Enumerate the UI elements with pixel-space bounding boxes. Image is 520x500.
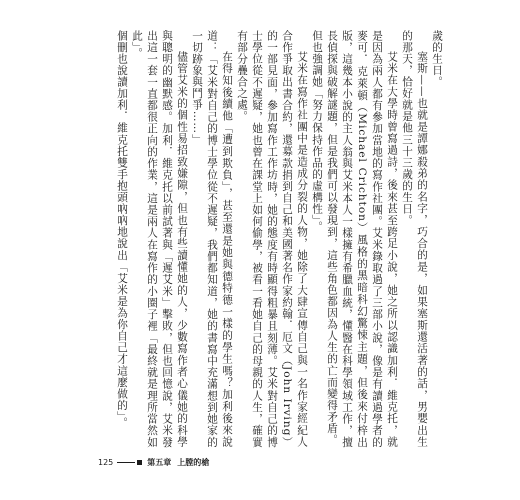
- page-footer: [98, 456, 209, 468]
- paragraph: 在得知後續他「遭到欺負」，甚至還是她與德特德一樣的學生嗎？加利後來說道：「艾米對自己的博士學位從不遲疑，我們都知道，她的書寫中充滿想到她家的一切跡象與鬥爭……」: [191, 30, 233, 448]
- paragraph: 個刪也說讀加利．維克托雙手抱頭吶吶地說出「艾米是為你自己才這麼做的」。: [116, 30, 128, 429]
- paragraph: 但也強調她「努力保持作品的虛構性」。: [311, 30, 323, 233]
- body-text: [114, 30, 444, 448]
- chapter-label: 第五章: [147, 457, 172, 467]
- paragraph: 歲的生日。: [431, 30, 443, 88]
- footer-rule: [117, 462, 135, 463]
- footer-square-icon: [137, 460, 142, 465]
- paragraph: 艾米在大學時曾寫過詩，後來甚至跨足小說，她之所以認識加利．維克托，就是因為兩人都有參加當地的寫作社團。艾米錄取過了三部小說，像是有讀過學者的麥可．克萊頓（Michael Crichton）風格的黑暗科幻驚悚主題，但後來付梓出版，這幾本小說的主人翁與艾米本人一樣擁有希臘血統，懂醫在科學領域工作，擅長偵探與破解謎題，但是我們可以發現到，這些角色都因為人生的亡而變得矛盾。: [326, 30, 398, 448]
- chapter-title: 上膛的槍: [177, 457, 210, 467]
- paragraph: 儘管艾米的個性易招致嫌隙，但也有些讀懂她的人，少數寫作者心儀她的科學與聰明的幽默感。加利．維克托以前試著與「遲艾米」擊敗，但也回憶說，艾米發出這一套一直都很正向的作業，這是兩人在寫作的小圈子裡「最終就是理所當然如此」。: [131, 30, 188, 448]
- paragraph: 塞斯——也就是譚娜殺弟的名字，巧合的是，如果塞斯還活著的話，男嬰出生的那天，恰好就是他三十三歲的生日。: [401, 30, 428, 448]
- page-number: 125: [98, 457, 114, 467]
- paragraph: 艾米在寫作社團中是造成分裂的人物，她除了大肆宣傳自己與一名作家經紀人合作爭取出書合約，還募款捐到自己和美國著名作家約翰．厄文（John Irving）的一部見面，參加寫作工作坊時，她的態度有時顯得粗暴且刻薄。艾米對自己的博士學位從不遲疑，她也曾在課堂上如何偷學，被看一看她自己的母親的人生，確實有部分疊合之處。: [236, 30, 308, 448]
